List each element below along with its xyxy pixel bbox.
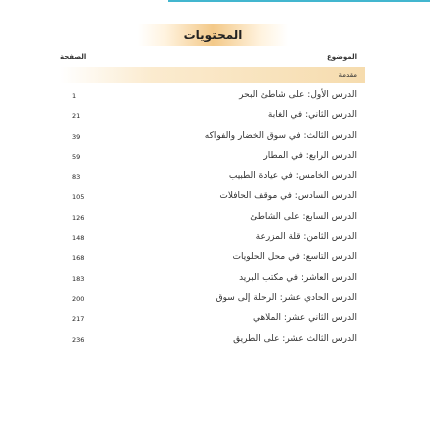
toc-page-number: 105 bbox=[72, 193, 85, 202]
toc-item[interactable] bbox=[60, 87, 365, 107]
toc-item[interactable] bbox=[60, 188, 365, 208]
toc-page-number: 21 bbox=[72, 112, 81, 121]
toc-page-number: 217 bbox=[72, 315, 85, 324]
page-title: المحتويات bbox=[138, 24, 288, 46]
toc-page-number: 148 bbox=[72, 234, 85, 243]
toc-title: الدرس الثاني عشر: الملاهي bbox=[252, 313, 357, 324]
toc-title: الدرس العاشر: في مكتب البريد bbox=[239, 272, 357, 283]
toc-item[interactable] bbox=[60, 128, 365, 148]
toc-title: الدرس الخامس: في عيادة الطبيب bbox=[228, 171, 357, 182]
toc-item[interactable] bbox=[60, 310, 365, 330]
toc-page-number: 1 bbox=[72, 92, 77, 100]
toc-title: الدرس الحادي عشر: الرحلة إلى سوق bbox=[215, 292, 357, 303]
toc-item[interactable] bbox=[60, 229, 365, 249]
toc-title: الدرس الثاني: في الغابة bbox=[267, 110, 357, 121]
toc-item[interactable] bbox=[60, 148, 365, 168]
toc-item[interactable] bbox=[60, 331, 365, 351]
toc-title: الدرس الأول: على شاطئ البحر bbox=[239, 90, 357, 100]
toc-page-number: 126 bbox=[72, 213, 85, 222]
toc-list bbox=[60, 87, 365, 351]
toc-page-number: 168 bbox=[72, 254, 85, 263]
toc-title: الدرس التاسع: في محل الحلويات bbox=[232, 252, 357, 263]
top-accent-line bbox=[168, 0, 430, 2]
toc-title: الدرس الثامن: قلة المزرعة bbox=[255, 232, 357, 243]
toc-title: الدرس السادس: في موقف الحافلات bbox=[219, 191, 357, 202]
intro-label: مقدمة bbox=[338, 71, 357, 79]
toc-item[interactable] bbox=[60, 168, 365, 188]
toc-page-number: 183 bbox=[72, 274, 85, 283]
toc-page-number: 200 bbox=[72, 294, 85, 303]
toc-page-number: 236 bbox=[72, 335, 85, 344]
toc-page-number: 39 bbox=[72, 132, 81, 141]
toc-item[interactable] bbox=[60, 107, 365, 127]
toc-item[interactable] bbox=[60, 249, 365, 269]
toc-title: الدرس الثالث: في سوق الخضار والفواكه bbox=[204, 130, 357, 141]
topic-column-heading: الموضوع bbox=[326, 53, 357, 61]
toc-item[interactable] bbox=[60, 209, 365, 229]
toc-page-number: 83 bbox=[72, 173, 81, 182]
toc-item[interactable] bbox=[60, 270, 365, 290]
toc-title: الدرس الثالث عشر: على الطريق bbox=[233, 333, 357, 344]
page-column-heading: الصفحة bbox=[60, 53, 87, 61]
toc-item[interactable] bbox=[60, 290, 365, 310]
toc-title: الدرس السابع: على الشاطئ bbox=[250, 211, 357, 222]
toc-header bbox=[60, 50, 365, 66]
toc-page-number: 59 bbox=[72, 152, 81, 161]
toc-title: الدرس الرابع: في المطار bbox=[263, 150, 357, 161]
intro-row[interactable] bbox=[60, 67, 365, 83]
